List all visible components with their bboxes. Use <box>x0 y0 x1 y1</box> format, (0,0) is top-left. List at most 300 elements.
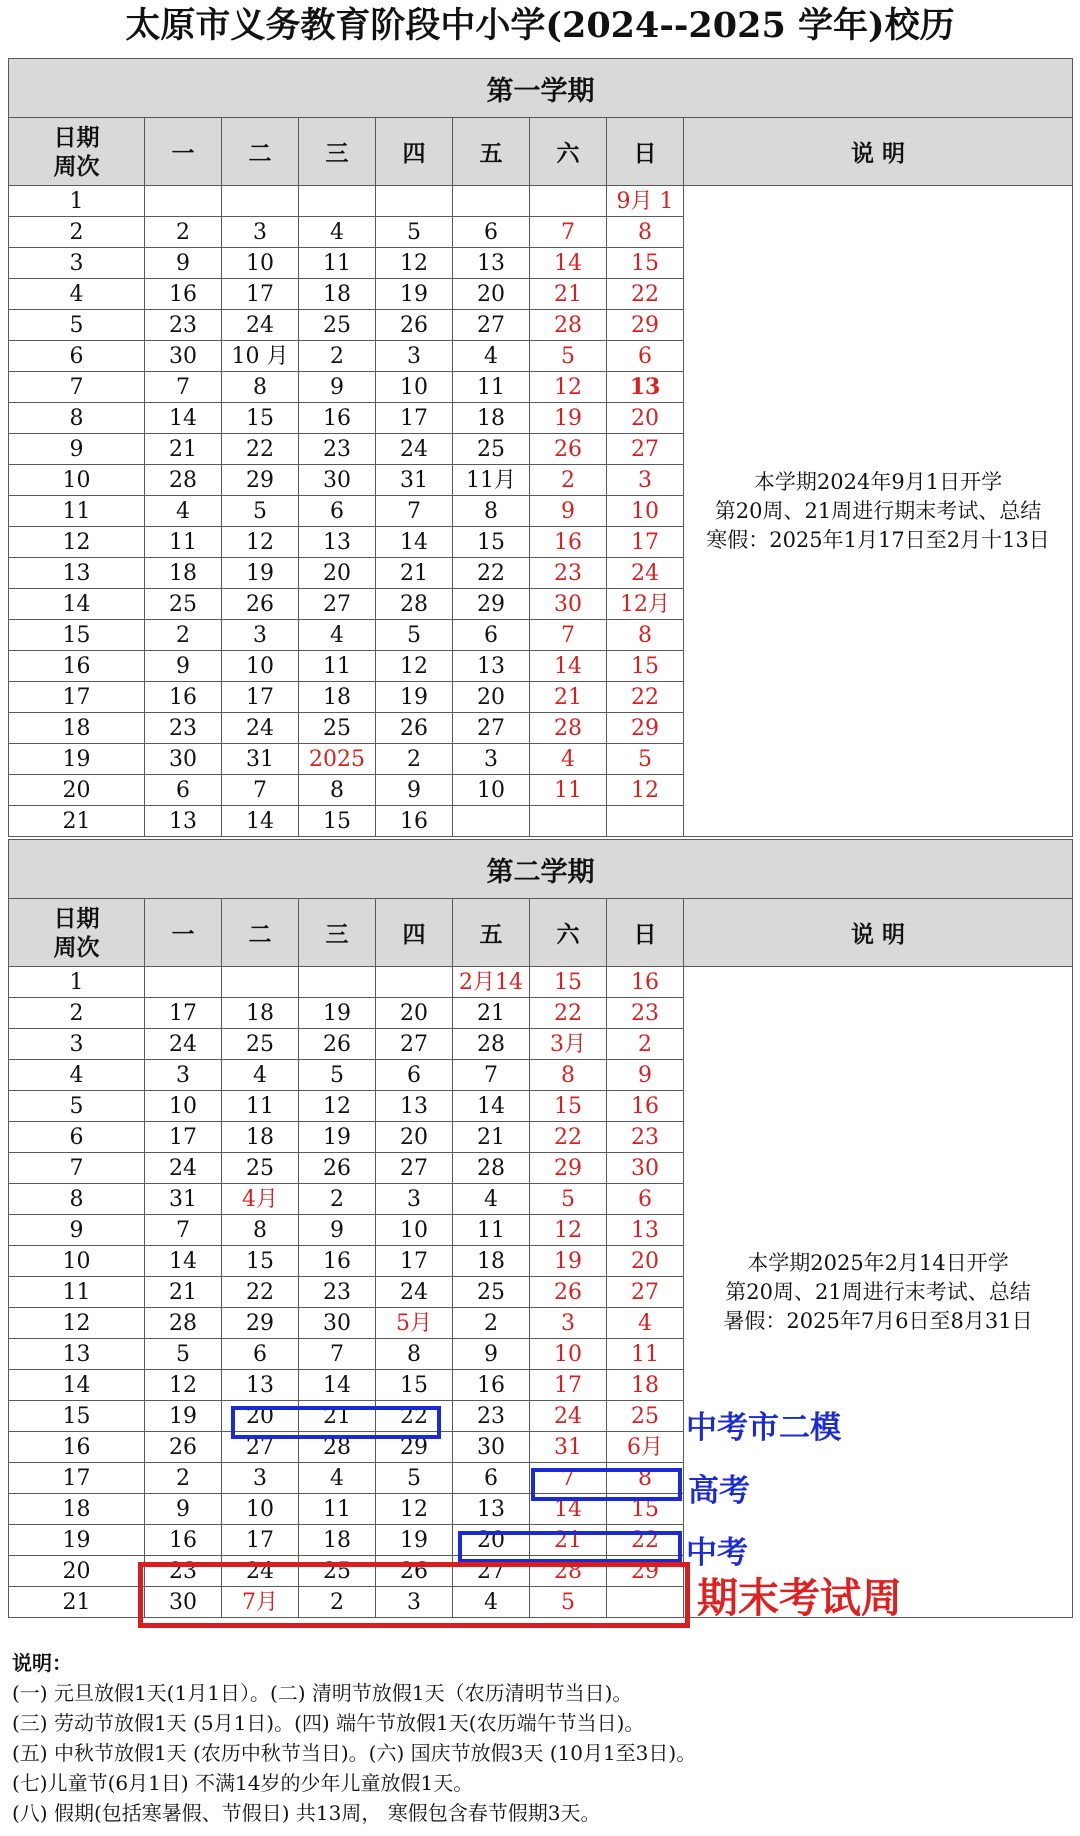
date-cell: 16 <box>145 1525 222 1556</box>
date-cell: 24 <box>222 310 299 341</box>
semester-1-table <box>8 58 1073 837</box>
date-cell: 2月14 <box>453 967 530 998</box>
date-cell: 23 <box>299 1277 376 1308</box>
date-cell: 24 <box>222 713 299 744</box>
date-cell: 21 <box>530 1525 607 1556</box>
date-cell: 27 <box>376 1029 453 1060</box>
date-cell: 9 <box>376 775 453 806</box>
week-number-cell: 7 <box>9 1153 145 1184</box>
date-cell: 5 <box>222 496 299 527</box>
header-date-label: 日期 <box>53 123 100 151</box>
week-number-cell: 15 <box>9 1401 145 1432</box>
date-cell: 21 <box>299 1401 376 1432</box>
week-number-cell: 12 <box>9 1308 145 1339</box>
date-cell: 8 <box>530 1060 607 1091</box>
day-header-sun: 日 <box>607 118 684 186</box>
day-header-wed: 三 <box>299 118 376 186</box>
date-cell: 5 <box>376 217 453 248</box>
date-cell: 7 <box>453 1060 530 1091</box>
date-cell: 6 <box>453 217 530 248</box>
date-cell: 30 <box>145 341 222 372</box>
date-cell: 30 <box>145 744 222 775</box>
date-cell: 24 <box>145 1029 222 1060</box>
date-cell: 11 <box>299 651 376 682</box>
date-cell: 11 <box>299 1494 376 1525</box>
date-cell: 13 <box>607 372 684 403</box>
date-cell: 9 <box>607 1060 684 1091</box>
week-number-cell: 5 <box>9 1091 145 1122</box>
week-number-cell: 9 <box>9 1215 145 1246</box>
date-cell: 5 <box>530 341 607 372</box>
date-cell: 21 <box>530 279 607 310</box>
week-number-cell: 12 <box>9 527 145 558</box>
date-cell: 14 <box>530 651 607 682</box>
date-cell: 4 <box>299 217 376 248</box>
date-cell: 3 <box>607 465 684 496</box>
date-cell: 13 <box>299 527 376 558</box>
date-cell: 13 <box>607 1215 684 1246</box>
semester-1-title: 第一学期 <box>9 59 1073 118</box>
date-cell: 15 <box>530 967 607 998</box>
date-cell: 5 <box>376 1463 453 1494</box>
date-cell: 8 <box>299 775 376 806</box>
week-number-cell: 3 <box>9 248 145 279</box>
date-cell: 26 <box>145 1432 222 1463</box>
day-header-thu: 四 <box>376 899 453 967</box>
date-cell: 17 <box>222 1525 299 1556</box>
date-cell: 24 <box>530 1401 607 1432</box>
date-cell: 18 <box>607 1370 684 1401</box>
date-cell: 19 <box>530 403 607 434</box>
week-number-cell: 9 <box>9 434 145 465</box>
date-cell: 18 <box>222 1122 299 1153</box>
date-cell: 30 <box>607 1153 684 1184</box>
date-cell: 9 <box>530 496 607 527</box>
date-cell: 10 <box>453 775 530 806</box>
date-cell: 17 <box>607 527 684 558</box>
date-cell: 22 <box>607 279 684 310</box>
date-cell: 9 <box>299 1215 376 1246</box>
date-cell: 21 <box>453 998 530 1029</box>
week-number-cell: 16 <box>9 1432 145 1463</box>
date-cell: 25 <box>299 1556 376 1587</box>
day-header-sun: 日 <box>607 899 684 967</box>
date-cell: 6 <box>607 1184 684 1215</box>
week-number-cell: 13 <box>9 558 145 589</box>
week-row <box>9 186 1073 217</box>
date-cell: 20 <box>453 279 530 310</box>
date-cell: 12月 <box>607 589 684 620</box>
week-number-cell: 17 <box>9 1463 145 1494</box>
date-cell: 6 <box>453 1463 530 1494</box>
date-cell: 14 <box>145 403 222 434</box>
final-exam-week-label: 期末考试周 <box>697 1574 902 1622</box>
date-cell: 30 <box>453 1432 530 1463</box>
date-cell: 13 <box>453 651 530 682</box>
date-cell: 9 <box>145 248 222 279</box>
week-number-cell: 19 <box>9 744 145 775</box>
date-cell: 31 <box>222 744 299 775</box>
week-number-cell: 4 <box>9 1060 145 1091</box>
date-cell: 18 <box>453 403 530 434</box>
date-cell: 15 <box>299 806 376 837</box>
date-cell: 6 <box>607 341 684 372</box>
date-cell: 23 <box>145 1556 222 1587</box>
date-cell: 22 <box>376 1401 453 1432</box>
date-cell: 3 <box>530 1308 607 1339</box>
week-number-cell: 1 <box>9 967 145 998</box>
page-title: 太原市义务教育阶段中小学(2024--2025 学年)校历 <box>125 5 955 46</box>
date-cell: 17 <box>145 998 222 1029</box>
date-cell: 5 <box>145 1339 222 1370</box>
date-cell: 27 <box>453 310 530 341</box>
date-cell: 15 <box>607 248 684 279</box>
week-number-cell: 17 <box>9 682 145 713</box>
footer-line: (七)儿童节(6月1日) 不满14岁的少年儿童放假1天。 <box>12 1771 474 1795</box>
date-cell: 8 <box>222 1215 299 1246</box>
day-header-mon: 一 <box>145 899 222 967</box>
date-cell: 14 <box>530 1494 607 1525</box>
date-cell: 19 <box>376 682 453 713</box>
date-cell: 28 <box>530 1556 607 1587</box>
footer-heading: 说明： <box>12 1651 72 1675</box>
date-cell: 14 <box>222 806 299 837</box>
date-cell: 25 <box>299 713 376 744</box>
date-cell: 15 <box>222 403 299 434</box>
week-column-header <box>9 118 145 186</box>
date-cell: 27 <box>607 1277 684 1308</box>
date-cell <box>530 806 607 837</box>
date-cell: 18 <box>299 682 376 713</box>
week-number-cell: 19 <box>9 1525 145 1556</box>
date-cell: 4 <box>453 1587 530 1618</box>
week-number-cell: 7 <box>9 372 145 403</box>
date-cell: 9月 1 <box>607 186 684 217</box>
date-cell: 20 <box>453 682 530 713</box>
date-cell: 15 <box>607 1494 684 1525</box>
header-date-label: 日期 <box>53 904 100 932</box>
date-cell: 7 <box>299 1339 376 1370</box>
date-cell: 16 <box>145 682 222 713</box>
date-cell: 14 <box>145 1246 222 1277</box>
date-cell: 10 <box>376 372 453 403</box>
semester-note-line: 寒假：2025年1月17日至2月十13日 <box>706 527 1050 552</box>
date-cell: 8 <box>453 496 530 527</box>
date-cell: 26 <box>530 434 607 465</box>
date-cell: 4月 <box>222 1184 299 1215</box>
week-row <box>9 967 1073 998</box>
date-cell: 23 <box>299 434 376 465</box>
date-cell: 2 <box>530 465 607 496</box>
header-week-label: 周次 <box>53 152 100 180</box>
date-cell: 27 <box>376 1153 453 1184</box>
week-number-cell: 15 <box>9 620 145 651</box>
week-number-cell: 8 <box>9 403 145 434</box>
day-header-mon: 一 <box>145 118 222 186</box>
date-cell: 22 <box>222 434 299 465</box>
date-cell: 12 <box>222 527 299 558</box>
date-cell: 22 <box>222 1277 299 1308</box>
date-cell: 30 <box>530 589 607 620</box>
date-cell: 11月 <box>453 465 530 496</box>
date-cell: 25 <box>453 1277 530 1308</box>
date-cell: 3 <box>453 744 530 775</box>
date-cell: 6 <box>222 1339 299 1370</box>
date-cell: 4 <box>453 341 530 372</box>
footer-line: (五) 中秋节放假1天 (农历中秋节当日)。(六) 国庆节放假3天 (10月1至3日)。 <box>12 1741 697 1765</box>
date-cell: 7 <box>530 217 607 248</box>
date-cell: 13 <box>453 1494 530 1525</box>
date-cell: 26 <box>222 589 299 620</box>
date-cell: 25 <box>145 589 222 620</box>
date-cell: 22 <box>453 558 530 589</box>
date-cell: 10 <box>222 1494 299 1525</box>
week-number-cell: 13 <box>9 1339 145 1370</box>
date-cell <box>145 186 222 217</box>
date-cell: 26 <box>299 1029 376 1060</box>
date-cell: 26 <box>299 1153 376 1184</box>
date-cell: 12 <box>299 1091 376 1122</box>
date-cell <box>453 806 530 837</box>
date-cell: 10 <box>376 1215 453 1246</box>
date-cell: 6 <box>376 1060 453 1091</box>
date-cell: 29 <box>607 310 684 341</box>
date-cell: 30 <box>145 1587 222 1618</box>
date-cell: 28 <box>453 1029 530 1060</box>
date-cell: 3 <box>222 620 299 651</box>
date-cell: 27 <box>453 1556 530 1587</box>
day-header-tue: 二 <box>222 899 299 967</box>
date-cell: 3 <box>376 1184 453 1215</box>
date-cell: 3 <box>376 341 453 372</box>
date-cell: 26 <box>376 310 453 341</box>
date-cell: 17 <box>376 1246 453 1277</box>
date-cell: 24 <box>607 558 684 589</box>
date-cell: 5 <box>299 1060 376 1091</box>
footer-line: (一) 元旦放假1天(1月1日）。(二) 清明节放假1天（农历清明节当日)。 <box>12 1681 633 1705</box>
date-cell: 23 <box>145 713 222 744</box>
week-number-cell: 6 <box>9 1122 145 1153</box>
semester-notes-cell <box>684 186 1073 837</box>
semester-note-line: 第20周、21周进行期末考试、总结 <box>714 498 1042 523</box>
date-cell: 17 <box>222 682 299 713</box>
date-cell: 20 <box>299 558 376 589</box>
day-header-fri: 五 <box>453 118 530 186</box>
week-number-cell: 8 <box>9 1184 145 1215</box>
date-cell: 9 <box>145 651 222 682</box>
date-cell: 10 <box>607 496 684 527</box>
date-cell: 22 <box>607 1525 684 1556</box>
date-cell: 8 <box>376 1339 453 1370</box>
date-cell: 2 <box>145 1463 222 1494</box>
date-cell: 2 <box>299 1184 376 1215</box>
date-cell: 8 <box>607 1463 684 1494</box>
date-cell: 21 <box>530 682 607 713</box>
week-number-cell: 11 <box>9 496 145 527</box>
week-number-cell: 14 <box>9 589 145 620</box>
date-cell: 7 <box>145 372 222 403</box>
date-cell: 24 <box>222 1556 299 1587</box>
date-cell: 17 <box>376 403 453 434</box>
zhongkao-highlight-box <box>458 1531 682 1563</box>
date-cell: 6 <box>145 775 222 806</box>
date-cell: 19 <box>145 1401 222 1432</box>
date-cell: 21 <box>145 1277 222 1308</box>
footer-notes <box>12 1648 1072 1828</box>
date-cell: 27 <box>607 434 684 465</box>
semester-2-title: 第二学期 <box>9 840 1073 899</box>
date-cell: 16 <box>607 1091 684 1122</box>
date-cell: 2 <box>376 744 453 775</box>
date-cell: 23 <box>607 998 684 1029</box>
date-cell: 10 <box>145 1091 222 1122</box>
semester-2-body <box>9 967 1073 1618</box>
date-cell: 8 <box>607 217 684 248</box>
date-cell: 20 <box>222 1401 299 1432</box>
day-header-fri: 五 <box>453 899 530 967</box>
date-cell: 14 <box>299 1370 376 1401</box>
week-number-cell: 10 <box>9 465 145 496</box>
week-number-cell: 18 <box>9 1494 145 1525</box>
footer-line: (三) 劳动节放假1天 (5月1日)。(四) 端午节放假1天(农历端午节当日)。 <box>12 1711 645 1735</box>
date-cell: 4 <box>530 744 607 775</box>
date-cell: 24 <box>145 1153 222 1184</box>
date-cell: 2 <box>453 1308 530 1339</box>
date-cell: 25 <box>607 1401 684 1432</box>
date-cell: 29 <box>222 1308 299 1339</box>
date-cell: 15 <box>376 1370 453 1401</box>
date-cell: 18 <box>453 1246 530 1277</box>
date-cell: 2 <box>145 620 222 651</box>
date-cell: 8 <box>222 372 299 403</box>
date-cell: 29 <box>222 465 299 496</box>
week-number-cell: 2 <box>9 998 145 1029</box>
date-cell <box>530 186 607 217</box>
date-cell: 11 <box>530 775 607 806</box>
date-cell: 14 <box>453 1091 530 1122</box>
date-cell: 17 <box>530 1370 607 1401</box>
date-cell: 26 <box>376 713 453 744</box>
date-cell: 20 <box>607 403 684 434</box>
date-cell: 3 <box>376 1587 453 1618</box>
date-cell: 12 <box>607 775 684 806</box>
date-cell: 11 <box>145 527 222 558</box>
date-cell <box>299 186 376 217</box>
date-cell: 19 <box>376 279 453 310</box>
date-cell: 17 <box>222 279 299 310</box>
date-cell: 30 <box>299 465 376 496</box>
mock-exam-highlight-box <box>231 1406 441 1439</box>
date-cell: 6月 <box>607 1432 684 1463</box>
date-cell: 6 <box>453 620 530 651</box>
date-cell: 18 <box>145 558 222 589</box>
date-cell: 3 <box>222 1463 299 1494</box>
date-cell: 21 <box>453 1122 530 1153</box>
date-cell: 9 <box>145 1494 222 1525</box>
date-cell: 22 <box>530 998 607 1029</box>
date-cell: 3 <box>145 1060 222 1091</box>
date-cell: 29 <box>607 713 684 744</box>
date-cell: 19 <box>530 1246 607 1277</box>
date-cell: 19 <box>222 558 299 589</box>
date-cell: 31 <box>376 465 453 496</box>
date-cell: 29 <box>376 1432 453 1463</box>
date-cell: 28 <box>145 465 222 496</box>
date-cell: 9 <box>299 372 376 403</box>
date-cell: 6 <box>299 496 376 527</box>
date-cell: 2 <box>145 217 222 248</box>
date-cell: 12 <box>376 651 453 682</box>
week-number-cell: 21 <box>9 806 145 837</box>
week-number-cell: 2 <box>9 217 145 248</box>
date-cell: 15 <box>607 651 684 682</box>
date-cell: 20 <box>453 1525 530 1556</box>
date-cell: 7 <box>222 775 299 806</box>
semester-2-table <box>8 839 1073 1618</box>
date-cell: 16 <box>376 806 453 837</box>
date-cell: 28 <box>376 589 453 620</box>
date-cell: 5 <box>530 1184 607 1215</box>
week-number-cell: 18 <box>9 713 145 744</box>
date-cell: 31 <box>145 1184 222 1215</box>
date-cell: 11 <box>607 1339 684 1370</box>
date-cell: 4 <box>222 1060 299 1091</box>
date-cell: 13 <box>222 1370 299 1401</box>
mock-exam-label: 中考市二模 <box>686 1410 841 1446</box>
date-cell: 30 <box>299 1308 376 1339</box>
date-cell: 14 <box>530 248 607 279</box>
date-cell: 16 <box>530 527 607 558</box>
date-cell: 7 <box>376 496 453 527</box>
date-cell: 11 <box>453 372 530 403</box>
date-cell: 21 <box>145 434 222 465</box>
semester-note-line: 暑假：2025年7月6日至8月31日 <box>723 1308 1033 1333</box>
date-cell: 20 <box>376 998 453 1029</box>
date-cell: 4 <box>145 496 222 527</box>
day-header-sat: 六 <box>530 118 607 186</box>
note-header: 说 明 <box>684 118 1073 186</box>
date-cell: 26 <box>376 1556 453 1587</box>
date-cell: 13 <box>376 1091 453 1122</box>
date-cell: 5 <box>376 620 453 651</box>
date-cell <box>376 967 453 998</box>
date-cell: 7 <box>530 620 607 651</box>
day-header-sat: 六 <box>530 899 607 967</box>
date-cell: 10 月 <box>222 341 299 372</box>
date-cell: 29 <box>453 589 530 620</box>
date-cell <box>453 186 530 217</box>
gaokao-label: 高考 <box>688 1473 750 1509</box>
date-cell: 25 <box>453 434 530 465</box>
week-number-cell: 4 <box>9 279 145 310</box>
date-cell: 17 <box>145 1122 222 1153</box>
date-cell: 9 <box>453 1339 530 1370</box>
week-number-cell: 10 <box>9 1246 145 1277</box>
date-cell: 22 <box>607 682 684 713</box>
week-number-cell: 11 <box>9 1277 145 1308</box>
date-cell: 7 <box>145 1215 222 1246</box>
date-cell: 4 <box>299 1463 376 1494</box>
date-cell: 20 <box>607 1246 684 1277</box>
semester-note-line: 本学期2025年2月14日开学 <box>747 1250 1009 1275</box>
date-cell: 5月 <box>376 1308 453 1339</box>
date-cell <box>145 967 222 998</box>
header-week-label: 周次 <box>53 933 100 961</box>
date-cell <box>376 186 453 217</box>
date-cell: 4 <box>299 620 376 651</box>
week-number-cell: 1 <box>9 186 145 217</box>
date-cell: 5 <box>607 744 684 775</box>
